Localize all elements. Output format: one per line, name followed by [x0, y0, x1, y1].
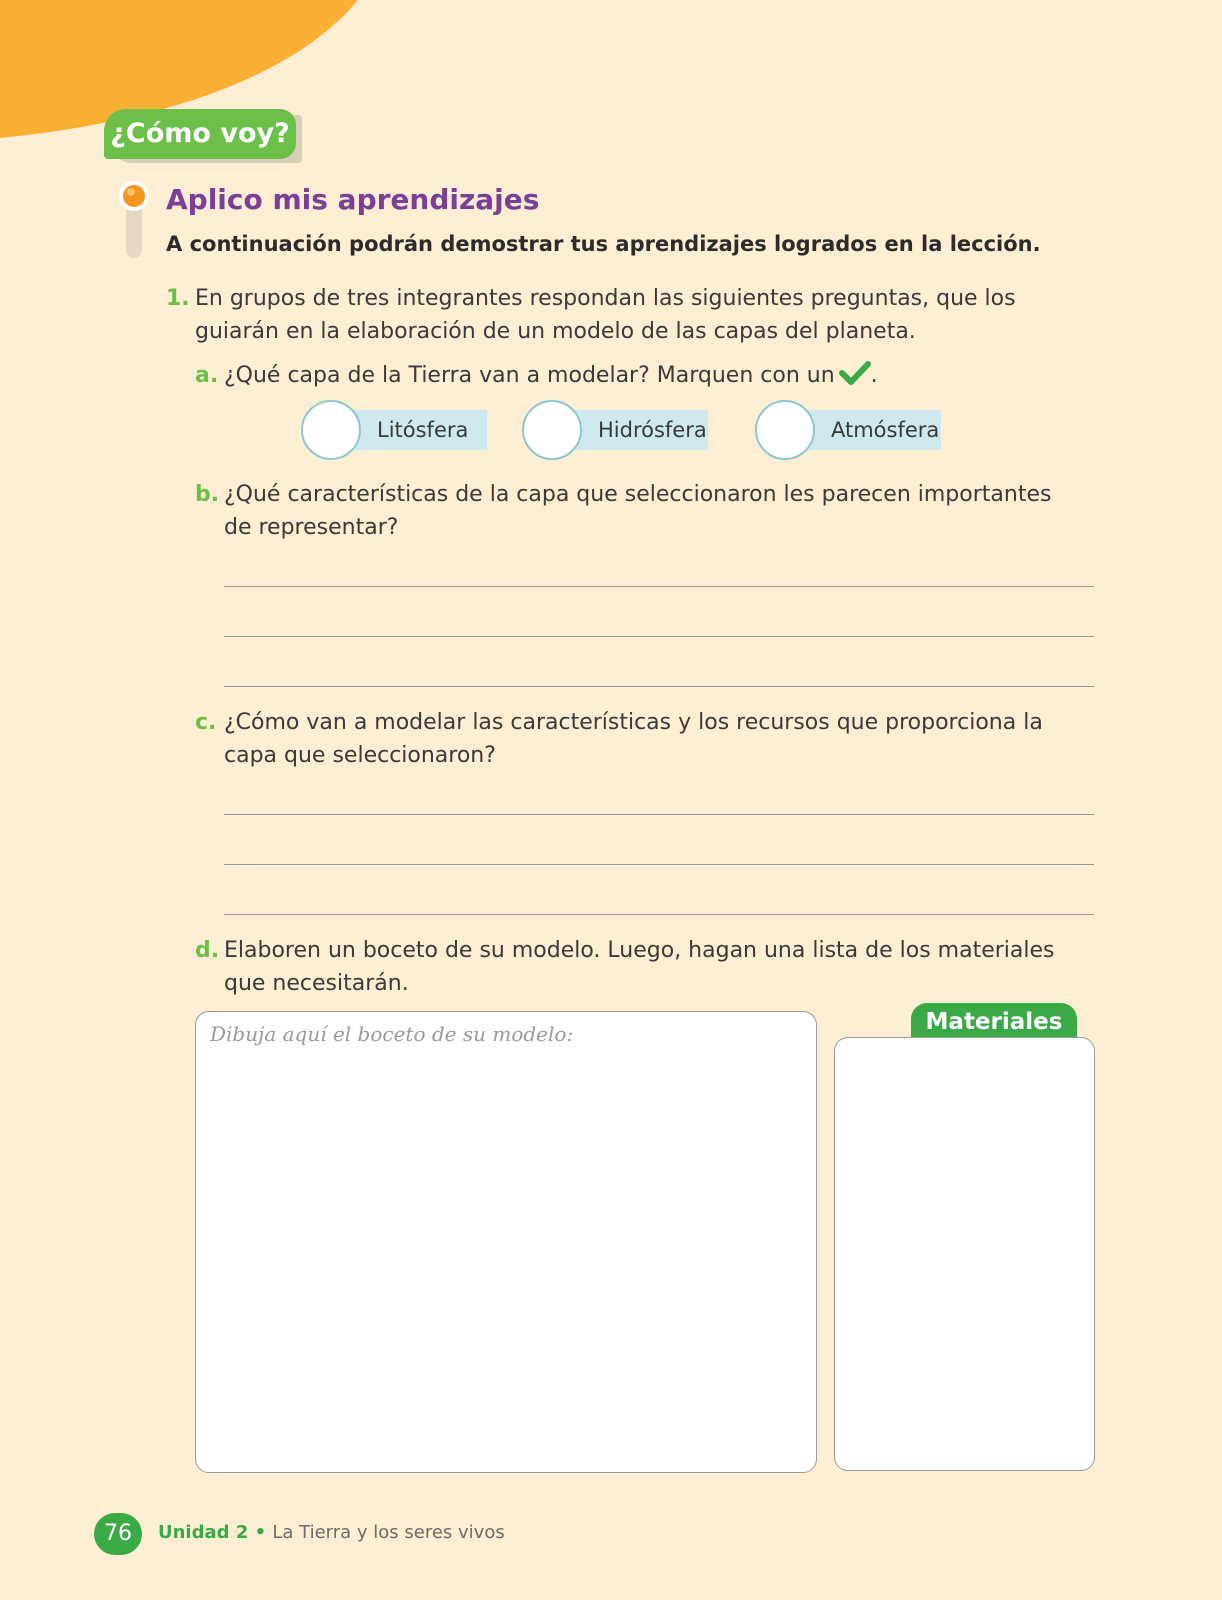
sketch-placeholder: Dibuja aquí el boceto de su modelo:: [210, 1022, 574, 1046]
answer-line-c-2[interactable]: [224, 864, 1094, 865]
sub-question-letter: b.: [195, 482, 220, 507]
sub-question-text: ¿Cómo van a modelar las características y los recursos que proporciona la capa que seleccionaron?: [224, 710, 1043, 768]
pin-icon: [118, 180, 154, 262]
materials-box[interactable]: [834, 1037, 1095, 1471]
sub-question-letter: d.: [195, 938, 220, 963]
footer-unit: [158, 1522, 505, 1543]
page-number: 76: [94, 1513, 142, 1555]
sketch-area[interactable]: [195, 1011, 817, 1473]
option-checkbox[interactable]: [301, 400, 361, 460]
question-text: En grupos de tres integrantes respondan las siguientes preguntas, que los guiarán en la elaboración de un modelo de las capas del planeta.: [195, 286, 1016, 344]
question-number: 1.: [166, 286, 190, 311]
checkmark-icon: [839, 360, 871, 386]
answer-line-c-3[interactable]: [224, 914, 1094, 915]
materials-tab: Materiales: [911, 1003, 1077, 1039]
footer-unit-title: La Tierra y los seres vivos: [272, 1522, 505, 1543]
section-title: Aplico mis aprendizajes: [166, 183, 540, 216]
answer-line-b-3[interactable]: [224, 686, 1094, 687]
answer-line-b-2[interactable]: [224, 636, 1094, 637]
option-checkbox[interactable]: [522, 400, 582, 460]
answer-line-b-1[interactable]: [224, 586, 1094, 587]
sub-question-letter: a.: [195, 363, 219, 388]
footer-separator: •: [248, 1522, 273, 1543]
option-checkbox[interactable]: [755, 400, 815, 460]
sub-question-text: ¿Qué características de la capa que seleccionaron les parecen importantes de representar?: [224, 482, 1052, 540]
section-tag-label: ¿Cómo voy?: [104, 109, 296, 159]
sub-question-suffix: .: [870, 363, 878, 388]
section-tag: [104, 109, 302, 163]
option-label: Hidrósfera: [598, 418, 707, 442]
sub-question-text: ¿Qué capa de la Tierra van a modelar? Marquen con un: [224, 363, 835, 388]
sub-question-text: Elaboren un boceto de su modelo. Luego, hagan una lista de los materiales que necesitarán.: [224, 938, 1055, 996]
option-label: Atmósfera: [831, 418, 940, 442]
sub-question-a-line: [224, 359, 1084, 392]
answer-line-c-1[interactable]: [224, 814, 1094, 815]
sub-question-letter: c.: [195, 710, 217, 735]
section-intro: A continuación podrán demostrar tus aprendizajes logrados en la lección.: [166, 232, 1041, 256]
footer-unit-label: Unidad 2: [158, 1522, 249, 1543]
option-label: Litósfera: [377, 418, 469, 442]
